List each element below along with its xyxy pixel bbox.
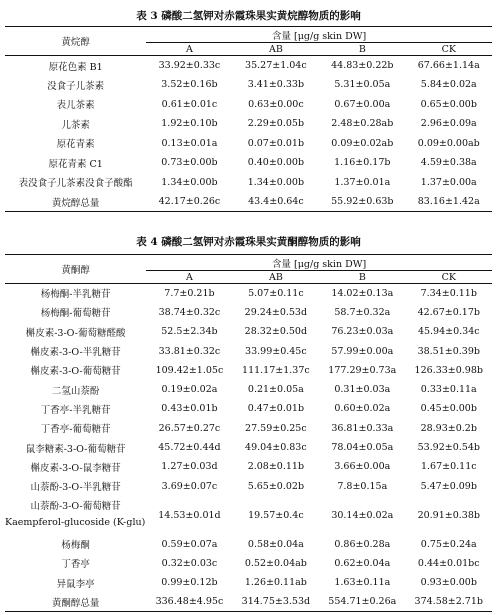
table-row [5, 496, 492, 535]
row-value: 30.14±0.02a [331, 509, 394, 521]
table4-name-header: 黄酮醇 [5, 255, 146, 284]
table3-block [5, 10, 492, 212]
table3-caption: 表 3 磷酸二氢钾对赤霞珠果实黄烷醇物质的影响 [136, 10, 361, 22]
row-value: 44.83±0.22b [331, 60, 394, 71]
row-name-text: 二氢山萘酚 [51, 385, 100, 397]
row-name [5, 534, 146, 553]
row-name [5, 361, 146, 380]
row-name [5, 592, 146, 611]
row-value: 5.31±0.05a [334, 79, 391, 91]
row-name [5, 134, 146, 154]
row-name-text: 槲皮素-3-O-半乳糖苷 [30, 347, 121, 359]
table-row [5, 361, 492, 380]
row-value: 29.24±0.53d [244, 306, 308, 318]
row-name-text: 杨梅酮-葡萄糖苷 [40, 308, 111, 320]
row-value: 0.99±0.12b [161, 577, 218, 589]
row-value: 5.07±0.11c [248, 287, 304, 299]
table4-col-ck: CK [406, 271, 492, 284]
row-value: 109.42±1.05c [155, 364, 224, 376]
table4-col-a: A [146, 271, 232, 284]
row-value: 52.5±2.34b [161, 326, 218, 338]
row-name-text: 表没食子儿茶素没食子酸酯 [18, 178, 133, 190]
table-row [5, 75, 492, 95]
row-value: 0.60±0.02a [334, 403, 391, 415]
row-value: 0.75±0.24a [420, 538, 477, 550]
row-name [5, 75, 146, 95]
row-name-english: Kaempferol-glucoside (K-glu) [5, 517, 146, 529]
row-name-text: 槲皮素-3-O-葡萄糖苷 [30, 366, 121, 378]
row-name [5, 457, 146, 476]
row-value: 1.63±0.11a [334, 577, 391, 589]
row-value: 28.32±0.50d [244, 326, 308, 338]
table3-col-b: B [319, 43, 405, 56]
row-value: 1.34±0.00b [247, 176, 305, 188]
row-value: 76.23±0.03a [331, 326, 394, 338]
row-name-text: 丁香亭-半乳糖苷 [40, 404, 111, 416]
row-name [5, 114, 146, 134]
row-value: 0.31±0.03a [334, 384, 391, 396]
row-value: 49.04±0.83c [245, 442, 307, 454]
row-value: 0.62±0.04a [334, 557, 391, 569]
table-row [5, 419, 492, 438]
table4-col-b: B [319, 271, 405, 284]
table-row [5, 554, 492, 573]
row-value: 0.61±0.01c [161, 98, 218, 110]
row-name [5, 476, 146, 495]
row-name [5, 341, 146, 360]
table-row [5, 457, 492, 476]
row-name [5, 284, 146, 303]
row-value: 2.29±0.05b [247, 118, 305, 130]
row-value: 314.75±3.53d [233, 592, 319, 611]
row-value: 7.7±0.21b [164, 287, 215, 299]
table-row [5, 380, 492, 399]
table-row [5, 438, 492, 457]
row-value: 1.92±0.10b [161, 118, 218, 130]
row-name [5, 173, 146, 193]
row-value: 20.91±0.38b [417, 509, 480, 521]
row-name [5, 192, 146, 212]
row-value: 1.16±0.17b [334, 157, 391, 169]
row-value: 35.27±1.04c [245, 60, 307, 71]
row-value: 5.84±0.02a [420, 79, 477, 91]
row-value: 28.93±0.2b [420, 422, 477, 434]
row-name [5, 554, 146, 573]
row-value: 55.92±0.63b [319, 192, 405, 212]
row-value: 33.99±0.45c [245, 345, 307, 357]
row-value: 2.48±0.28ab [331, 118, 394, 130]
row-value: 177.29±0.73a [328, 364, 397, 376]
table-row [5, 322, 492, 341]
row-name [5, 438, 146, 457]
row-value: 1.34±0.00b [161, 176, 218, 188]
row-value: 1.37±0.00a [420, 176, 477, 188]
table4-caption: 表 4 磷酸二氢钾对赤霞珠果实黄酮醇物质的影响 [136, 236, 361, 248]
row-value: 3.52±0.16b [161, 79, 218, 91]
row-name [5, 322, 146, 341]
row-value: 0.19±0.02a [161, 384, 218, 396]
row-value: 42.67±0.17b [417, 306, 480, 318]
row-value: 42.17±0.26c [146, 192, 232, 212]
row-name-text: 山萘酚-3-O-半乳糖苷 [30, 482, 121, 494]
row-value: 33.81±0.32c [158, 345, 221, 357]
row-value: 1.67±0.11c [420, 461, 477, 473]
row-value: 0.45±0.00b [420, 403, 477, 415]
row-value: 36.81±0.33a [331, 422, 394, 434]
table4-block [5, 236, 492, 612]
row-value: 374.58±2.71b [406, 592, 492, 611]
table-row [5, 592, 492, 611]
row-value: 0.43±0.01b [161, 403, 218, 415]
row-name-text: 丁香亭 [61, 559, 90, 571]
table4-col-ab: AB [233, 271, 319, 284]
table4 [5, 254, 492, 612]
row-value: 0.09±0.00ab [417, 137, 480, 149]
row-value: 0.33±0.11a [420, 384, 477, 396]
row-name-text: 槲皮素-3-O-葡萄糖醛酸 [25, 327, 126, 339]
row-name [5, 95, 146, 115]
table3-col-ck: CK [406, 43, 492, 56]
row-name [5, 153, 146, 173]
table-row [5, 399, 492, 418]
table4-unit-header: 含量 [μg/g skin DW] [146, 255, 492, 271]
row-value: 43.4±0.64c [233, 192, 319, 212]
table-row [5, 476, 492, 495]
row-name-text: 丁香亭-葡萄糖苷 [40, 424, 111, 436]
table-row [5, 153, 492, 173]
row-value: 26.57±0.27c [158, 422, 221, 434]
row-name-text: 槲皮素-3-O-鼠李糖苷 [30, 462, 121, 474]
row-value: 67.66±1.14a [417, 60, 480, 71]
row-value: 1.26±0.11ab [244, 577, 307, 589]
row-value: 0.63±0.00c [248, 98, 304, 110]
row-value: 45.94±0.34c [417, 326, 480, 338]
row-value: 4.59±0.38a [420, 157, 477, 169]
row-value: 7.8±0.15a [337, 480, 388, 492]
row-value: 3.41±0.33b [247, 79, 305, 91]
row-value: 0.58±0.04a [247, 538, 304, 550]
row-value: 0.52±0.04ab [244, 557, 307, 569]
row-value: 0.59±0.07a [161, 538, 218, 550]
row-value: 58.7±0.32a [334, 306, 391, 318]
row-value: 0.09±0.02ab [331, 137, 394, 149]
table-row [5, 56, 492, 76]
row-name [5, 380, 146, 399]
table3 [5, 26, 492, 212]
row-value: 7.34±0.11b [420, 287, 477, 299]
row-name-text: 杨梅酮-半乳糖苷 [40, 289, 111, 301]
table3-col-a: A [146, 43, 232, 56]
row-name-text: 原花青素 [56, 139, 95, 151]
row-name [5, 303, 146, 322]
table-row [5, 341, 492, 360]
row-value: 0.67±0.00a [334, 98, 391, 110]
row-name [5, 496, 146, 535]
row-value: 0.44±0.01bc [417, 557, 480, 569]
row-value: 2.96±0.09a [420, 118, 477, 130]
row-name-text: 原花色素 B1 [48, 61, 103, 73]
row-name [5, 399, 146, 418]
table-row [5, 534, 492, 553]
table-row [5, 173, 492, 193]
table-row [5, 95, 492, 115]
row-value: 1.27±0.03d [161, 461, 218, 473]
row-value: 5.65±0.02b [247, 480, 305, 492]
row-value: 53.92±0.54b [417, 442, 480, 454]
table3-unit-header: 含量 [μg/g skin DW] [146, 27, 492, 43]
row-value: 78.04±0.05a [331, 442, 394, 454]
row-value: 1.37±0.01a [334, 176, 391, 188]
row-value: 0.65±0.00b [420, 98, 477, 110]
table3-col-ab: AB [233, 43, 319, 56]
table-row [5, 303, 492, 322]
row-value: 0.73±0.00b [161, 157, 218, 169]
row-name [5, 419, 146, 438]
row-value: 19.57±0.4c [248, 509, 304, 521]
row-value: 0.40±0.00b [247, 157, 305, 169]
row-value: 336.48±4.95c [146, 592, 232, 611]
table-row [5, 284, 492, 303]
table-row [5, 114, 492, 134]
row-value: 0.07±0.01b [247, 137, 305, 149]
row-value: 3.66±0.00a [334, 461, 391, 473]
row-value: 0.21±0.05a [247, 384, 304, 396]
table-row [5, 134, 492, 154]
row-value: 83.16±1.42a [406, 192, 492, 212]
row-name [5, 573, 146, 592]
row-value: 14.02±0.13a [331, 287, 394, 299]
row-name-text: 鼠李糖素-3-O-葡萄糖苷 [25, 443, 126, 455]
row-name-text: 山萘酚-3-O-葡萄糖苷 [30, 501, 121, 513]
row-value: 126.33±0.98b [414, 364, 483, 376]
table3-name-header: 黄烷醇 [5, 27, 146, 56]
row-name [5, 56, 146, 76]
row-value: 0.86±0.28a [334, 538, 391, 550]
row-value: 554.71±0.26a [319, 592, 405, 611]
row-value: 38.74±0.32c [158, 306, 221, 318]
row-value: 111.17±1.37c [242, 364, 310, 376]
row-value: 45.72±0.44d [158, 442, 221, 454]
row-name-text: 表儿茶素 [56, 100, 95, 112]
row-value: 0.93±0.00b [420, 577, 477, 589]
row-value: 0.13±0.01a [161, 137, 218, 149]
row-name-text: 异鼠李亭 [56, 578, 95, 590]
row-name-text: 杨梅酮 [61, 540, 90, 551]
row-value: 38.51±0.39b [417, 345, 480, 357]
row-value: 3.69±0.07c [161, 480, 218, 492]
table-row [5, 573, 492, 592]
row-name-text: 儿茶素 [61, 119, 90, 131]
row-value: 33.92±0.33c [158, 60, 221, 71]
row-value: 27.59±0.25c [245, 422, 307, 434]
row-value: 14.53±0.01d [158, 509, 221, 521]
table-row [5, 192, 492, 212]
row-name-text: 没食子儿茶素 [47, 80, 105, 92]
row-name-text: 黄烷醇总量 [51, 197, 100, 209]
row-value: 0.32±0.03c [161, 557, 218, 569]
row-value: 5.47±0.09b [420, 480, 477, 492]
row-name-text: 原花青素 C1 [48, 158, 103, 170]
row-name-text: 黄酮醇总量 [51, 597, 100, 609]
row-value: 57.99±0.00a [331, 345, 394, 357]
row-value: 2.08±0.11b [247, 461, 305, 473]
row-value: 0.47±0.01b [247, 403, 305, 415]
